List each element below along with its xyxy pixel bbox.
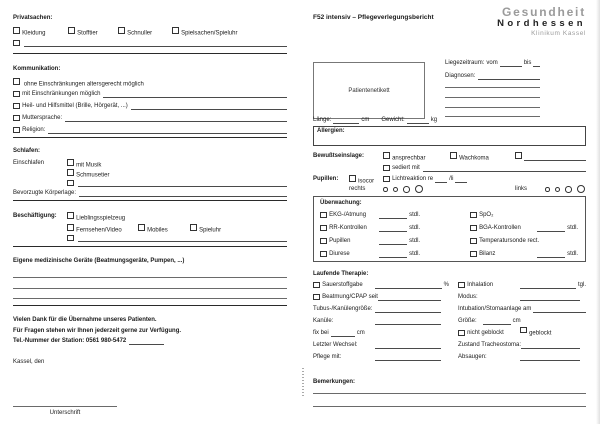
checkbox-beatmung[interactable] bbox=[313, 294, 320, 301]
privatsachen-options bbox=[13, 27, 287, 35]
field-line[interactable] bbox=[103, 90, 287, 98]
field-line[interactable] bbox=[483, 317, 511, 325]
field-label: Modus: bbox=[458, 294, 478, 300]
kommunikation-heading: Kommunikation: bbox=[13, 66, 61, 72]
einschlafen-label: Einschlafen bbox=[13, 160, 45, 166]
option-label: RR-Kontrollen bbox=[329, 225, 367, 231]
other-field-line[interactable] bbox=[24, 39, 287, 47]
field-line[interactable] bbox=[375, 353, 441, 361]
option-label: sediert mit bbox=[392, 165, 420, 171]
therapie-row bbox=[313, 317, 449, 325]
privatsachen-other-row bbox=[13, 39, 287, 47]
option-label: Schnuller bbox=[127, 30, 153, 37]
therapie-row bbox=[313, 305, 449, 313]
beschaeftigung-other-row bbox=[67, 234, 287, 242]
hours-field[interactable] bbox=[379, 224, 407, 232]
checkbox-bewusstsein-other[interactable] bbox=[515, 152, 522, 159]
bemerkungen-heading: Bemerkungen: bbox=[313, 379, 356, 385]
checkbox-geblockt[interactable] bbox=[520, 327, 527, 334]
option-label: nicht geblockt bbox=[467, 330, 504, 336]
checkbox-fernsehen[interactable] bbox=[67, 224, 74, 231]
laenge-field[interactable] bbox=[333, 116, 359, 124]
diagnosen-line[interactable] bbox=[445, 87, 540, 88]
beschaeftigung-row1 bbox=[13, 212, 287, 220]
option-label: ohne Einschränkungen altersgerecht möglich bbox=[23, 81, 144, 88]
field-label: Absaugen: bbox=[458, 354, 487, 360]
option-label: Schmusetier bbox=[76, 172, 110, 179]
therapie-row bbox=[313, 293, 449, 301]
option-label: Inhalation bbox=[467, 282, 494, 288]
option-label: Wachkoma bbox=[459, 155, 489, 162]
therapie-row bbox=[458, 329, 586, 337]
therapie-row bbox=[313, 341, 449, 349]
checkbox-schnuller[interactable] bbox=[118, 27, 125, 34]
phone-label: Tel.-Nummer der Station: 0561 980-5472 bbox=[13, 338, 127, 344]
bis-label: bis bbox=[523, 60, 532, 66]
field-line[interactable] bbox=[331, 329, 355, 337]
links-label: links bbox=[515, 186, 528, 192]
left-page bbox=[13, 0, 287, 424]
section-divider bbox=[13, 246, 287, 247]
pupil-circle bbox=[393, 187, 399, 193]
field-line[interactable] bbox=[78, 234, 287, 242]
checkbox-schmusetier[interactable] bbox=[67, 169, 74, 176]
checkbox-rr[interactable] bbox=[320, 225, 327, 232]
kommunikation-row bbox=[13, 126, 287, 134]
checkbox-kleidung[interactable] bbox=[13, 27, 20, 34]
checkbox-sauerstoff[interactable] bbox=[313, 282, 320, 289]
therapie-row bbox=[313, 329, 449, 337]
bis-field[interactable] bbox=[533, 59, 540, 67]
checkbox-stofftier[interactable] bbox=[68, 27, 75, 34]
field-label: fix bei bbox=[313, 330, 329, 336]
field-line[interactable] bbox=[79, 189, 287, 197]
pupil-circle bbox=[415, 185, 423, 193]
section-divider bbox=[13, 53, 287, 54]
section-divider bbox=[13, 200, 287, 201]
option-label: Diurese bbox=[329, 251, 350, 257]
scan-edge-shadow bbox=[596, 0, 600, 424]
kg-unit: kg bbox=[430, 117, 438, 123]
option-label: Stofftier bbox=[77, 30, 98, 37]
beschaeftigung-heading: Beschäftigung: bbox=[13, 213, 57, 219]
pupillen-row bbox=[313, 175, 586, 183]
checkbox-muttersprache[interactable] bbox=[13, 115, 20, 122]
field-label: Intubation/Stomaanlage am bbox=[458, 306, 532, 312]
phone-row bbox=[13, 337, 197, 345]
hours-field[interactable] bbox=[537, 224, 565, 232]
field-line[interactable] bbox=[375, 341, 441, 349]
stdl-label: stdl. bbox=[409, 212, 421, 218]
ueberwachung-row bbox=[320, 211, 579, 219]
tgl-unit: tgl. bbox=[577, 282, 586, 288]
checkbox-temperatursonde[interactable] bbox=[470, 238, 477, 245]
logo-nordhessen: Nordhessen bbox=[497, 18, 586, 29]
checkbox-ansprechbar[interactable] bbox=[383, 152, 390, 159]
checkbox-pupillen-kontrolle[interactable] bbox=[320, 238, 327, 245]
kommunikation-row bbox=[13, 78, 287, 86]
logo-klinikum-kassel: Klinikum Kassel bbox=[531, 29, 586, 37]
option-label: Fernsehen/Video bbox=[76, 227, 122, 234]
right-page bbox=[313, 0, 586, 424]
therapie-row bbox=[458, 281, 586, 289]
ueberwachung-heading: Überwachung: bbox=[320, 200, 362, 206]
clinic-logo bbox=[497, 6, 586, 37]
stdl-label: stdl. bbox=[567, 251, 579, 257]
phone-extra-line[interactable] bbox=[129, 337, 164, 345]
checkbox-other[interactable] bbox=[13, 40, 20, 47]
pupil-circle bbox=[545, 187, 550, 192]
ueberwachung-row bbox=[320, 237, 579, 245]
checkbox-hilfsmittel[interactable] bbox=[13, 103, 20, 110]
option-label: Spieluhr bbox=[199, 227, 222, 234]
field-line[interactable] bbox=[520, 353, 580, 361]
pupil-circle bbox=[555, 187, 561, 193]
checkbox-diurese[interactable] bbox=[320, 251, 327, 258]
option-label: Mobiles bbox=[147, 227, 168, 234]
field-label: Pflege mit: bbox=[313, 354, 342, 360]
therapie-row bbox=[458, 353, 586, 361]
form-title: F52 intensiv – Pflegeverlegungsbericht bbox=[313, 14, 434, 21]
pupillen-heading: Pupillen: bbox=[313, 176, 339, 182]
field-label: Letzter Wechsel: bbox=[313, 342, 358, 348]
checkbox-bilanz[interactable] bbox=[470, 251, 477, 258]
signature-caption: Unterschrift bbox=[49, 410, 81, 416]
section-divider bbox=[13, 137, 287, 138]
option-label: Kleidung bbox=[22, 30, 46, 37]
checkbox-nicht-geblockt[interactable] bbox=[458, 330, 465, 337]
allergien-box[interactable] bbox=[313, 126, 586, 146]
diagnosen-label: Diagnosen: bbox=[445, 73, 476, 79]
option-label: mit Einschränkungen möglich bbox=[22, 91, 101, 97]
ueberwachung-box bbox=[313, 196, 586, 262]
bemerkungen-line[interactable] bbox=[313, 406, 586, 407]
kommunikation-row bbox=[13, 114, 287, 122]
schlafen-row bbox=[13, 169, 287, 177]
field-line[interactable] bbox=[375, 281, 442, 289]
option-label: Beatmung/CPAP seit bbox=[322, 294, 378, 300]
checkbox-mit-musik[interactable] bbox=[67, 159, 74, 166]
therapie-row bbox=[313, 353, 449, 361]
sediert-row bbox=[383, 164, 586, 172]
signature-line[interactable] bbox=[13, 406, 117, 407]
option-label: Spielsachen/Spieluhr bbox=[181, 30, 238, 37]
write-line[interactable] bbox=[13, 277, 287, 278]
thanks-line1: Vielen Dank für die Übernahme unseres Patienten. bbox=[13, 317, 157, 323]
allergien-label: Allergien: bbox=[317, 128, 345, 134]
diagnosen-line[interactable] bbox=[445, 107, 540, 108]
option-label: Muttersprache: bbox=[22, 115, 63, 121]
field-line[interactable] bbox=[533, 305, 586, 313]
cm-unit: cm bbox=[356, 330, 365, 336]
hours-field[interactable] bbox=[379, 250, 407, 258]
patient-label-text: Patientenetikett bbox=[348, 87, 390, 94]
stdl-label: stdl. bbox=[409, 238, 421, 244]
checkbox-spielsachen[interactable] bbox=[172, 27, 179, 34]
rechts-label: rechts bbox=[349, 186, 366, 192]
diagnosen-field[interactable] bbox=[478, 72, 540, 80]
field-line[interactable] bbox=[65, 114, 287, 122]
section-divider bbox=[13, 305, 287, 306]
vom-field[interactable] bbox=[500, 59, 522, 67]
schlafen-other-row bbox=[67, 179, 287, 187]
kommunikation-row bbox=[13, 102, 287, 110]
option-label: Religion: bbox=[22, 127, 46, 133]
einschlafen-row bbox=[13, 159, 287, 167]
geraete-heading: Eigene medizinische Geräte (Beatmungsgeräte, Pumpen, ...) bbox=[13, 258, 185, 264]
kommunikation-row bbox=[13, 90, 287, 98]
bewusstsein-heading: Bewußtseinslage: bbox=[313, 153, 365, 159]
checkbox-lichtreaktion[interactable] bbox=[383, 176, 390, 183]
field-line[interactable] bbox=[520, 281, 576, 289]
bemerkungen-line[interactable] bbox=[313, 393, 586, 394]
pupil-scale-rechts[interactable] bbox=[383, 185, 428, 195]
option-label: Heil- und Hilfsmittel (Brille, Hörgerät, ...) bbox=[22, 103, 128, 109]
stdl-label: stdl. bbox=[567, 225, 579, 231]
checkbox-ekg[interactable] bbox=[320, 212, 327, 219]
option-label: mit Musik bbox=[76, 162, 102, 169]
field-line[interactable] bbox=[375, 317, 441, 325]
therapie-row bbox=[458, 341, 586, 349]
sediert-field[interactable] bbox=[423, 164, 586, 172]
option-label: Lichtreaktion re bbox=[392, 176, 434, 182]
stdl-label: stdl. bbox=[409, 225, 421, 231]
field-line[interactable] bbox=[521, 341, 580, 349]
option-label: geblockt bbox=[529, 330, 552, 336]
li-label: /li bbox=[449, 176, 454, 182]
koerperlage-label: Bevorzugte Körperlage: bbox=[13, 190, 77, 196]
field-label: Kanüle: bbox=[313, 318, 334, 324]
cm-unit: cm bbox=[361, 117, 370, 123]
checkbox-wachkoma[interactable] bbox=[450, 152, 457, 159]
hours-field[interactable] bbox=[537, 250, 565, 258]
therapie-row bbox=[458, 305, 586, 313]
option-label: Pupillen bbox=[329, 238, 351, 244]
thanks-line2: Für Fragen stehen wir Ihnen jederzeit gerne zur Verfügung. bbox=[13, 328, 182, 334]
cm-unit: cm bbox=[512, 318, 521, 324]
write-line[interactable] bbox=[13, 298, 287, 299]
checkbox-mit-einschraenkungen[interactable] bbox=[13, 91, 20, 98]
field-label: Tubus-/Kanülengröße: bbox=[313, 306, 373, 312]
city-date-label: Kassel, den bbox=[13, 359, 45, 365]
diagnosen-line[interactable] bbox=[445, 97, 540, 98]
checkbox-bga[interactable] bbox=[470, 225, 477, 232]
pupil-circle bbox=[565, 186, 572, 193]
checkbox-inhalation[interactable] bbox=[458, 282, 465, 289]
ueberwachung-row bbox=[320, 250, 579, 258]
diagnosen-row bbox=[445, 72, 540, 80]
option-label: Bilanz bbox=[479, 251, 496, 257]
patient-label-box bbox=[313, 62, 425, 119]
option-label: SpO₂ bbox=[479, 212, 494, 218]
option-label: BGA-Kontrollen bbox=[479, 225, 521, 231]
field-line[interactable] bbox=[375, 305, 441, 313]
pupil-scale-links[interactable] bbox=[545, 185, 590, 195]
koerperlage-row bbox=[13, 189, 287, 197]
option-label: EKG-/Atmung bbox=[329, 212, 367, 218]
checkbox-isocor[interactable] bbox=[349, 175, 356, 182]
checkbox-beschaeftigung-other[interactable] bbox=[67, 235, 74, 242]
option-label: ansprechbar bbox=[392, 155, 426, 162]
field-line[interactable] bbox=[131, 102, 287, 110]
checkbox-sediert[interactable] bbox=[383, 165, 390, 172]
option-label: Lieblingsspielzeug bbox=[76, 215, 126, 222]
checkbox-religion[interactable] bbox=[13, 127, 20, 134]
privatsachen-heading: Privatsachen: bbox=[13, 15, 53, 21]
checkbox-spo2[interactable] bbox=[470, 212, 477, 219]
field-label: Zustand Tracheostoma: bbox=[458, 342, 522, 348]
liegezeitraum-label: Liegezeitraum: bbox=[445, 60, 485, 66]
print-code-mark bbox=[302, 368, 304, 396]
li-field[interactable] bbox=[455, 175, 467, 183]
option-label: Sauerstoffgabe bbox=[322, 282, 363, 288]
field-line[interactable] bbox=[78, 179, 287, 187]
therapie-heading: Laufende Therapie: bbox=[313, 271, 369, 277]
checkbox-mobiles[interactable] bbox=[138, 224, 145, 231]
checkbox-ohne-einschraenkungen[interactable] bbox=[13, 78, 20, 85]
laenge-gewicht-row bbox=[313, 116, 441, 124]
field-line[interactable] bbox=[520, 293, 580, 301]
ueberwachung-row bbox=[320, 224, 579, 232]
pupillen-size-row bbox=[313, 184, 586, 194]
gewicht-field[interactable] bbox=[407, 116, 429, 124]
hours-field[interactable] bbox=[379, 237, 407, 245]
liegezeitraum-row bbox=[445, 59, 540, 67]
checkbox-spieluhr[interactable] bbox=[190, 224, 197, 231]
vom-label: vom bbox=[486, 60, 498, 66]
gewicht-label: Gewicht: bbox=[381, 117, 405, 123]
write-line[interactable] bbox=[13, 288, 287, 289]
percent-unit: % bbox=[443, 282, 449, 288]
therapie-row bbox=[458, 293, 586, 301]
field-label: Größe: bbox=[458, 318, 477, 324]
field-line[interactable] bbox=[524, 153, 586, 161]
re-field[interactable] bbox=[435, 175, 447, 183]
hours-field[interactable] bbox=[379, 211, 407, 219]
option-label: Temperatursonde rect. bbox=[479, 238, 540, 244]
city-date-row bbox=[13, 358, 287, 366]
pupil-circle bbox=[577, 185, 585, 193]
beschaeftigung-row2 bbox=[13, 224, 287, 232]
logo-gesundheit: Gesundheit bbox=[501, 5, 586, 19]
bewusstsein-row bbox=[313, 152, 586, 160]
option-label: isocor bbox=[358, 178, 375, 185]
pupil-circle bbox=[383, 187, 388, 192]
schlafen-heading: Schlafen: bbox=[13, 148, 41, 154]
pupil-circle bbox=[403, 186, 410, 193]
therapie-row bbox=[313, 281, 449, 289]
laenge-label: Länge: bbox=[313, 117, 332, 123]
checkbox-lieblingsspielzeug[interactable] bbox=[67, 212, 74, 219]
checkbox-schlafen-other[interactable] bbox=[67, 180, 74, 187]
stdl-label: stdl. bbox=[409, 251, 421, 257]
field-line[interactable] bbox=[48, 126, 287, 134]
therapie-row bbox=[458, 317, 586, 325]
diagnosen-line[interactable] bbox=[445, 116, 540, 117]
field-line[interactable] bbox=[378, 293, 441, 301]
